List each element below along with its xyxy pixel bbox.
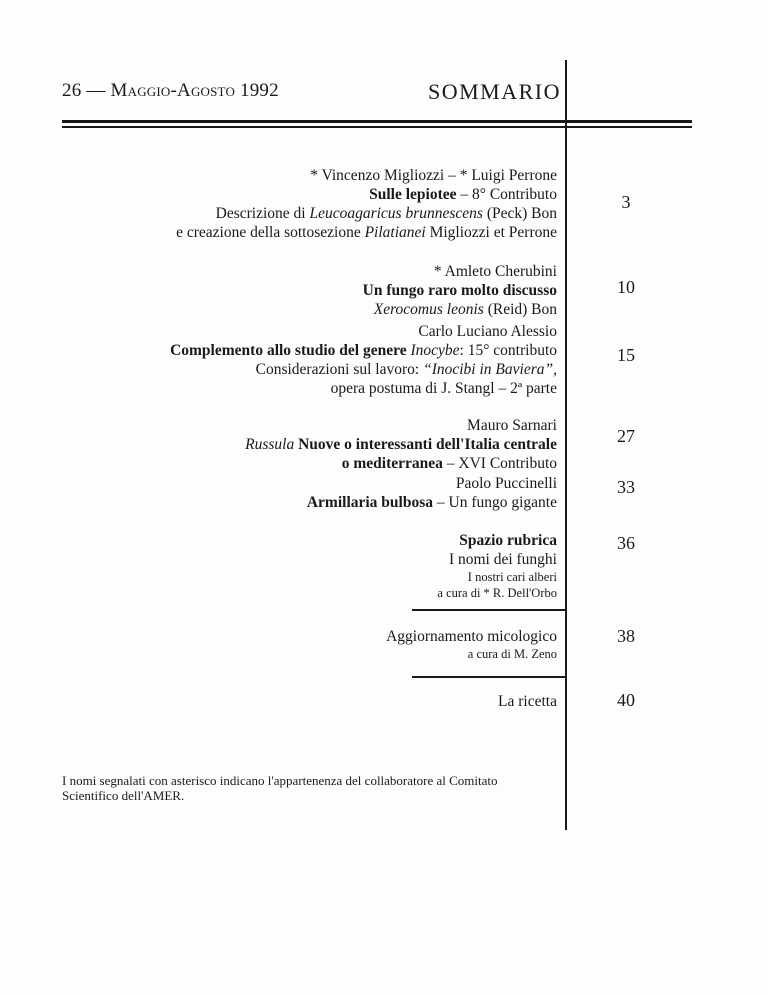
entry-authors: Carlo Luciano Alessio [418, 323, 557, 340]
toc-page-number: 33 [617, 477, 635, 497]
entry-subtitle: Descrizione di Leucoagaricus brunnescens (Peck) Bon [215, 205, 557, 222]
toc-page-number: 3 [621, 192, 631, 212]
toc-page-number: 27 [617, 426, 635, 446]
entry-subtitle-2: I nostri cari alberi [467, 570, 557, 584]
toc-entry-cherubini [363, 262, 557, 319]
header-rule-thin [62, 126, 692, 128]
entry-authors: Mauro Sarnari [467, 417, 557, 434]
header-page-number: 26 [62, 80, 82, 101]
toc-page-number: 38 [617, 626, 635, 646]
toc-entry-aggiornamento [386, 627, 557, 662]
entry-credit: a cura di M. Zeno [467, 647, 557, 661]
entry-title: Spazio rubrica [459, 532, 557, 549]
toc-entry-ricetta [498, 692, 557, 711]
header-dash: — [86, 80, 106, 101]
header-issue-date: Maggio-Agosto 1992 [110, 80, 279, 101]
entry-subtitle-2: opera postuma di J. Stangl – 2ª parte [330, 380, 557, 397]
toc-entry-spazio-rubrica [437, 531, 557, 601]
header-issue [62, 80, 279, 102]
entry-title: Complemento allo studio del genere Inocybe: 15° contributo [170, 342, 557, 359]
entry-title: La ricetta [498, 693, 557, 710]
entry-title: Sulle lepiotee – 8° Contributo [369, 186, 557, 203]
entry-title: Aggiornamento micologico [386, 628, 557, 645]
entry-subtitle: o mediterranea – XVI Contributo [341, 455, 557, 472]
page-title: SOMMARIO [428, 79, 562, 104]
entry-credit: a cura di * R. Dell'Orbo [437, 586, 557, 600]
entry-authors: * Vincenzo Migliozzi – * Luigi Perrone [310, 167, 557, 184]
toc-entry-migliozzi [176, 166, 557, 242]
footnote: I nomi segnalati con asterisco indicano l'appartenenza del collaboratore al Comitato Scientifico dell'AMER. [62, 773, 498, 803]
entry-title: Russula Nuove o interessanti dell'Italia centrale [245, 436, 557, 453]
entry-subtitle-2: e creazione della sottosezione Pilatianei Migliozzi et Perrone [176, 224, 557, 241]
entry-subtitle: Xerocomus leonis (Reid) Bon [373, 301, 557, 318]
toc-page-number: 36 [617, 533, 635, 553]
toc-entry-sarnari [245, 416, 557, 473]
entry-title: Un fungo raro molto discusso [362, 282, 557, 299]
toc-entry-alessio [170, 322, 557, 398]
header-rule-thick [62, 120, 692, 123]
entry-subtitle: I nomi dei funghi [448, 551, 557, 568]
toc-entry-puccinelli [307, 474, 557, 512]
entry-authors: * Amleto Cherubini [433, 263, 557, 280]
separator [412, 676, 566, 678]
entry-authors: Paolo Puccinelli [455, 475, 557, 492]
separator [412, 609, 566, 611]
toc-page-number: 10 [617, 277, 635, 297]
toc-page-number: 40 [617, 690, 635, 710]
entry-subtitle: Considerazioni sul lavoro: “Inocibi in Baviera”, [255, 361, 557, 378]
entry-title: Armillaria bulbosa – Un fungo gigante [306, 494, 557, 511]
toc-page-number: 15 [617, 345, 635, 365]
